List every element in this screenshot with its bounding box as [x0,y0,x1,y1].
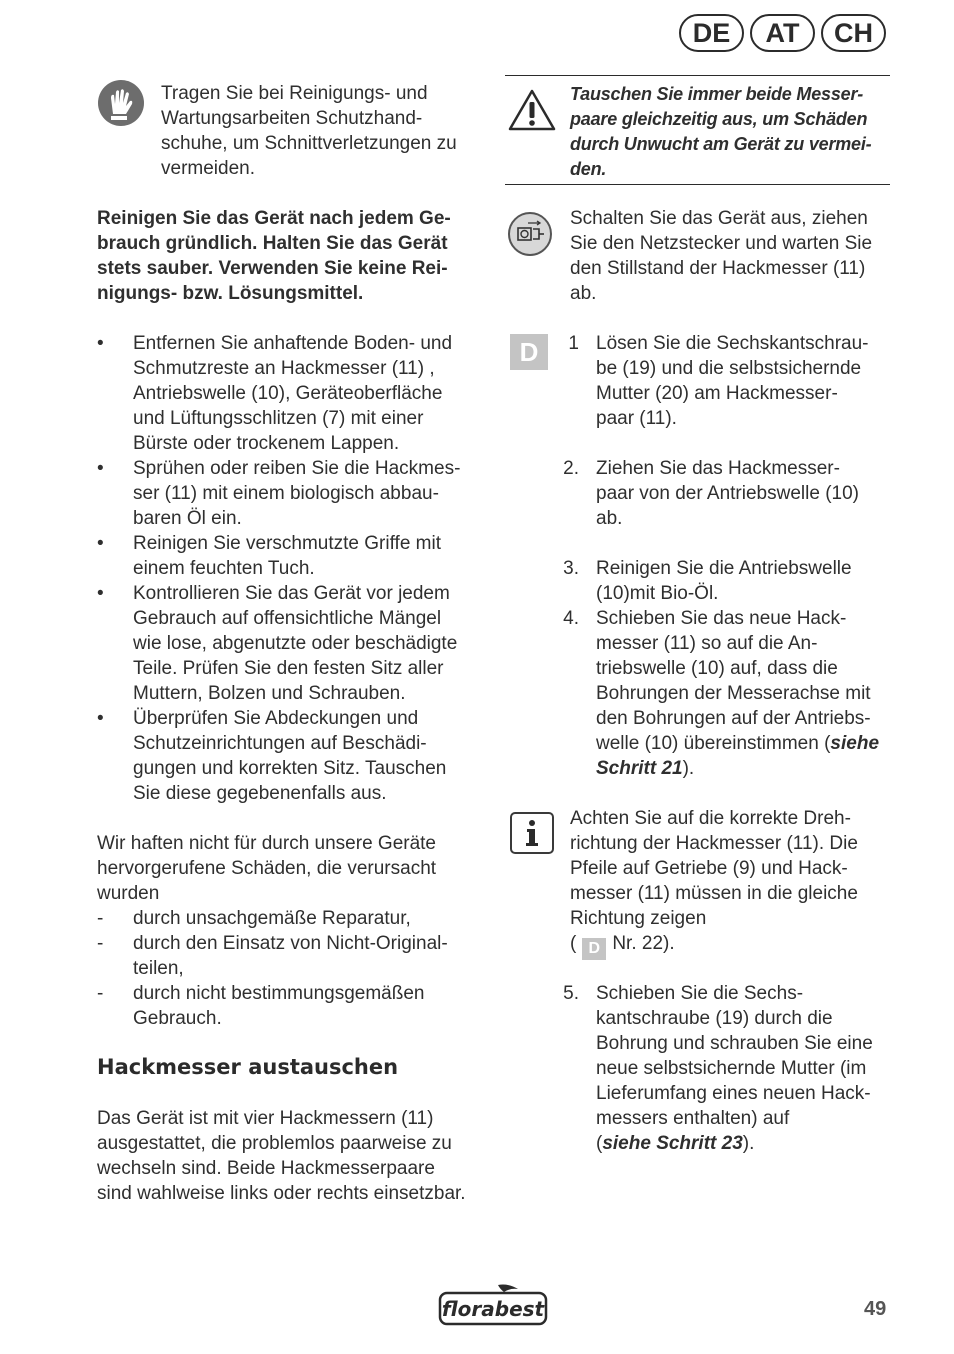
intro-text [97,1106,492,1206]
step-number: 4. [563,608,579,629]
bullet: • [97,583,104,604]
list-item [97,331,489,456]
gloves-icon [98,80,144,126]
badge-de: DE [679,14,744,52]
list-item [97,581,489,706]
text-line: Muttern, Bolzen und Schrauben. [133,683,406,704]
step-number: 3. [563,558,579,579]
unplug-icon [508,212,552,256]
text-line: richtung der Hackmesser (11). Die [570,833,858,854]
text-line: Teile. Prüfen Sie den festen Sitz aller [133,658,444,679]
list-item [97,456,489,531]
text-span: ). [682,758,695,779]
text-line: Schalten Sie das Gerät aus, ziehen [570,208,868,229]
text-line: einem feuchten Tuch. [133,558,315,579]
text-line: Gebrauch. [133,1008,222,1029]
text-line: neue selbstsichernde Mutter (im [596,1058,867,1079]
text-line: be (19) und die selbstsichernde [596,358,862,379]
info-note [570,806,900,960]
step-number: 1 [568,333,579,354]
text-line: Wartungsarbeiten Schutzhand- [161,108,423,129]
text-line: schuhe, um Schnittverletzungen zu [161,133,457,154]
text-line: den Bohrungen auf der Antriebs- [596,708,871,729]
steps-list-b [559,556,899,781]
text-line: ser (11) mit einem biologisch abbau- [133,483,439,504]
text-span: welle (10) übereinstimmen ( [596,733,831,754]
bullet: • [97,458,104,479]
list-item [97,931,489,981]
list-item [559,331,899,431]
text-span: ( [596,1133,603,1154]
text-line: durch unsachgemäße Reparatur, [133,908,411,929]
text-line: Das Gerät ist mit vier Hackmessern (11) [97,1108,434,1129]
bullet: • [97,533,104,554]
text-line: Antriebswelle (10), Geräteoberfläche [133,383,443,404]
text-line: Kontrollieren Sie das Gerät vor jedem [133,583,450,604]
text-line: brauch gründlich. Halten Sie das Gerät [97,233,448,254]
text-line: Überprüfen Sie Abdeckungen und [133,708,419,729]
text-line: wurden [97,883,160,904]
text-line: ab. [570,283,597,304]
info-icon [510,812,554,854]
text-line: paar von der Antriebswelle (10) [596,483,859,504]
text-line: den. [570,159,607,179]
text-line: Bohrungen der Messerachse mit [596,683,871,704]
text-line: Wir haften nicht für durch unsere Geräte [97,833,436,854]
text-line: triebswelle (10) auf, dass die [596,658,838,679]
page-number: 49 [864,1298,887,1320]
text-line: paar (11). [596,408,677,429]
text-line: wie lose, abgenutzte oder beschädigte [133,633,458,654]
section-heading: Hackmesser austauschen [97,1055,399,1079]
text-line: Sie diese gegebenenfalls aus. [133,783,387,804]
glove-note [161,81,491,181]
text-line: stets sauber. Verwenden Sie keine Rei- [97,258,448,279]
text-line [596,731,899,756]
text-line: paare gleichzeitig aus, um Schäden [570,109,868,129]
maintenance-bullets [97,331,489,806]
text-line: und Lüftungsschlitzen (7) mit einer [133,408,424,429]
cleaning-instruction [97,206,487,306]
florabest-logo [438,1283,548,1327]
text-span: Nr. 22). [612,933,675,954]
brand-text: florabest [441,1297,545,1321]
text-line: messer (11) so auf die An- [596,633,818,654]
text-line: Mutter (20) am Hackmesser- [596,383,838,404]
text-line: messers enthalten) auf [596,1108,790,1129]
text-line: (10)mit Bio-Öl. [596,583,719,604]
warning-text [570,82,890,182]
reference-emphasis: Schritt 21 [596,758,683,779]
liability-list [97,906,489,1031]
dash: - [97,933,104,954]
text-line: wechseln sind. Beide Hackmesserpaare [97,1158,435,1179]
list-item [97,531,489,581]
text-line: messer (11) müssen in die gleiche [570,883,858,904]
dash: - [97,908,104,929]
dash: - [97,983,104,1004]
list-item [559,981,899,1156]
text-line: Reinigen Sie verschmutzte Griffe mit [133,533,441,554]
text-line: kantschraube (19) durch die [596,1008,833,1029]
text-line: durch den Einsatz von Nicht-Original- [133,933,448,954]
text-line: sind wahlweise links oder rechts einsetzbar. [97,1183,466,1204]
list-item [97,906,489,931]
list-item [97,981,489,1031]
text-line: Bürste oder trockenem Lappen. [133,433,400,454]
steps-list-c [559,981,899,1156]
list-item [559,606,899,781]
text-line: Sprühen oder reiben Sie die Hackmes- [133,458,461,479]
text-line: Schieben Sie das neue Hack- [596,608,847,629]
text-line: durch nicht bestimmungsgemäßen [133,983,425,1004]
warning-icon [507,88,557,132]
text-line: Schieben Sie die Sechs- [596,983,804,1004]
text-line: Lösen Sie die Sechskantschrau- [596,333,869,354]
liability-note [97,831,489,906]
text-line: gungen und korrekten Sitz. Tauschen [133,758,447,779]
text-line: Tragen Sie bei Reinigungs- und [161,83,428,104]
text-line: nigungs- bzw. Lösungsmittel. [97,283,364,304]
text-line: Pfeile auf Getriebe (9) und Hack- [570,858,848,879]
text-line: durch Unwucht am Gerät zu vermei- [570,134,872,154]
text-line: teilen, [133,958,184,979]
list-item [559,556,899,606]
figure-d-label: D [510,334,548,370]
text-line: Sie den Netzstecker und warten Sie [570,233,873,254]
badge-ch: CH [821,14,886,52]
country-badges [679,14,886,52]
list-item [97,706,489,806]
text-line [596,756,899,781]
text-line: Gebrauch auf offensichtliche Mängel [133,608,442,629]
text-line: ab. [596,508,623,529]
text-line: Reinigen Sie die Antriebswelle [596,558,852,579]
text-line: Schmutzreste an Hackmesser (11) , [133,358,435,379]
unplug-note [570,206,900,306]
figure-d-label-small: D [582,938,606,960]
text-line: Ziehen Sie das Hackmesser- [596,458,840,479]
text-span: ( [570,933,577,954]
badge-at: AT [750,14,815,52]
list-item [559,456,899,531]
steps-list-a [559,331,899,531]
text-line: hervorgerufene Schäden, die verursacht [97,858,437,879]
text-line: baren Öl ein. [133,508,242,529]
warning-box [505,75,890,185]
text-line [570,931,900,960]
bullet: • [97,708,104,729]
text-line: Richtung zeigen [570,908,707,929]
text-line: Achten Sie auf die korrekte Dreh- [570,808,851,829]
reference-emphasis: siehe Schritt 23 [602,1133,743,1154]
step-number: 2. [563,458,579,479]
text-line: Schutzeinrichtungen auf Beschädi- [133,733,427,754]
bullet: • [97,333,104,354]
text-line: Tauschen Sie immer beide Messer- [570,84,864,104]
text-line: den Stillstand der Hackmesser (11) [570,258,866,279]
reference-emphasis: siehe [830,733,880,754]
text-line: Lieferumfang eines neuen Hack- [596,1083,871,1104]
step-number: 5. [563,983,579,1004]
text-line: Entfernen Sie anhaftende Boden- und [133,333,453,354]
text-line: Reinigen Sie das Gerät nach jedem Ge- [97,208,451,229]
text-line [596,1131,899,1156]
text-span: ). [742,1133,755,1154]
text-line: Bohrung und schrauben Sie eine [596,1033,873,1054]
text-line: ausgestattet, die problemlos paarweise zu [97,1133,452,1154]
text-line: vermeiden. [161,158,255,179]
